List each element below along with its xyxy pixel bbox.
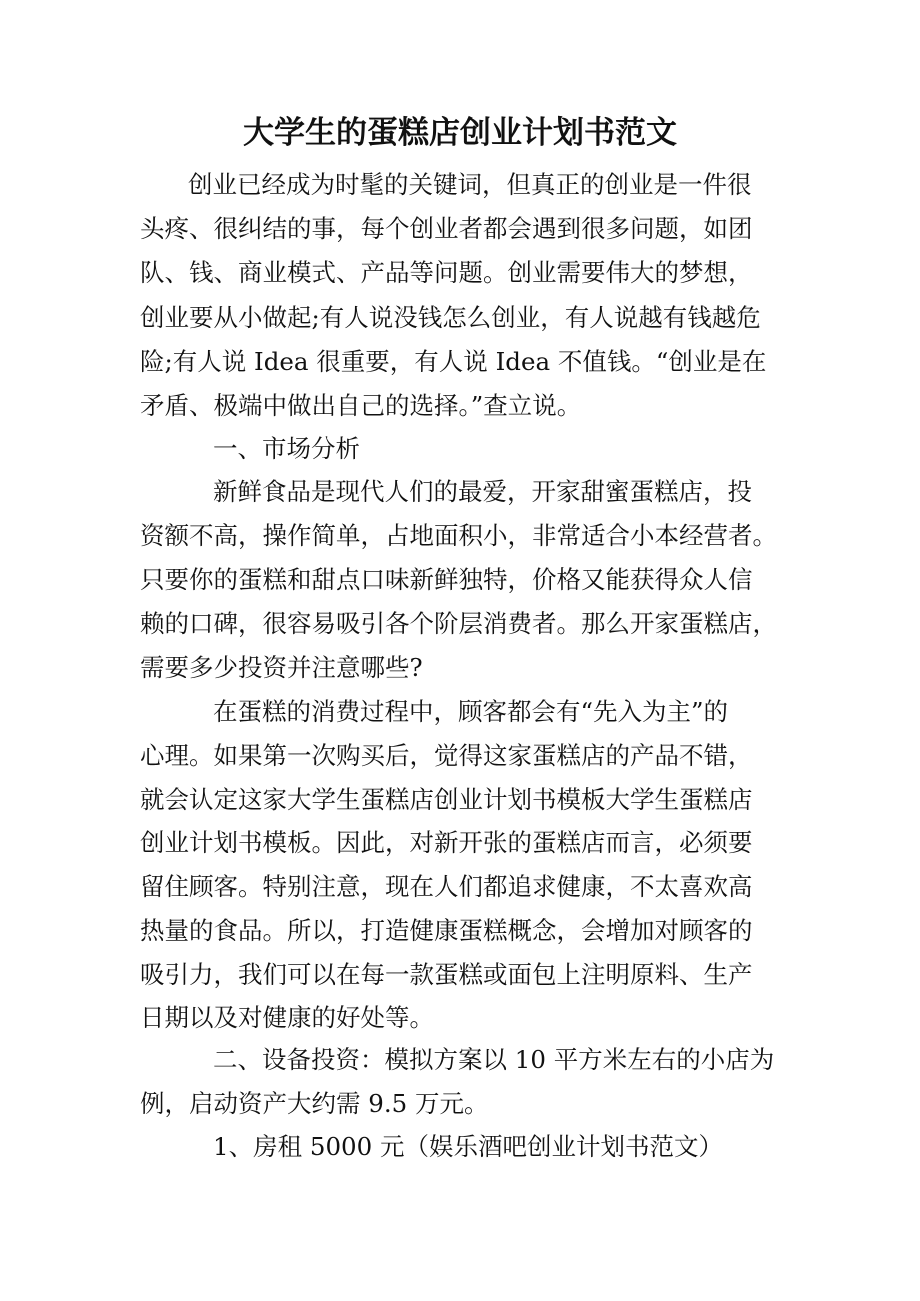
paragraph-line: 需要多少投资并注意哪些?: [140, 653, 423, 682]
list-item: 1、房租 5000 元（娱乐酒吧创业计划书范文）: [213, 1132, 724, 1161]
paragraph-line: 新鲜食品是现代人们的最爱，开家甜蜜蛋糕店，投: [213, 477, 752, 506]
paragraph-line: 险;有人说 Idea 很重要，有人说 Idea 不值钱。“创业是在: [140, 347, 767, 376]
paragraph-line: 创业要从小做起;有人说没钱怎么创业，有人说越有钱越危: [140, 303, 761, 332]
paragraph-line: 例，启动资产大约需 9.5 万元。: [140, 1089, 489, 1118]
paragraph-line: 队、钱、商业模式、产品等问题。创业需要伟大的梦想，: [140, 258, 753, 287]
paragraph-line: 心理。如果第一次购买后，觉得这家蛋糕店的产品不错，: [140, 741, 753, 770]
paragraph-line: 就会认定这家大学生蛋糕店创业计划书模板大学生蛋糕店: [140, 785, 753, 814]
paragraph-line: 矛盾、极端中做出自己的选择。”查立说。: [140, 391, 582, 420]
paragraph-line: 只要你的蛋糕和甜点口味新鲜独特，价格又能获得众人信: [140, 565, 753, 594]
paragraph-line: 头疼、很纠结的事，每个创业者都会遇到很多问题，如团: [140, 214, 753, 243]
section-heading: 二、设备投资：模拟方案以 10 平方米左右的小店为: [213, 1045, 775, 1074]
paragraph-line: 赖的口碑，很容易吸引各个阶层消费者。那么开家蛋糕店，: [140, 609, 777, 638]
paragraph-line: 资额不高，操作简单，占地面积小，非常适合小本经营者。: [140, 521, 777, 550]
section-heading: 一、市场分析: [213, 434, 360, 463]
paragraph-line: 日期以及对健康的好处等。: [140, 1003, 434, 1032]
paragraph-line: 留住顾客。特别注意，现在人们都追求健康，不太喜欢高: [140, 872, 753, 901]
paragraph-line: 创业已经成为时髦的关键词，但真正的创业是一件很: [188, 170, 752, 199]
paragraph-line: 吸引力，我们可以在每一款蛋糕或面包上注明原料、生产: [140, 960, 753, 989]
paragraph-line: 在蛋糕的消费过程中，顾客都会有“先入为主”的: [213, 697, 729, 726]
paragraph-line: 热量的食品。所以，打造健康蛋糕概念，会增加对顾客的: [140, 916, 753, 945]
document-title: 大学生的蛋糕店创业计划书范文: [243, 115, 677, 151]
paragraph-line: 创业计划书模板。因此，对新开张的蛋糕店而言，必须要: [140, 828, 753, 857]
